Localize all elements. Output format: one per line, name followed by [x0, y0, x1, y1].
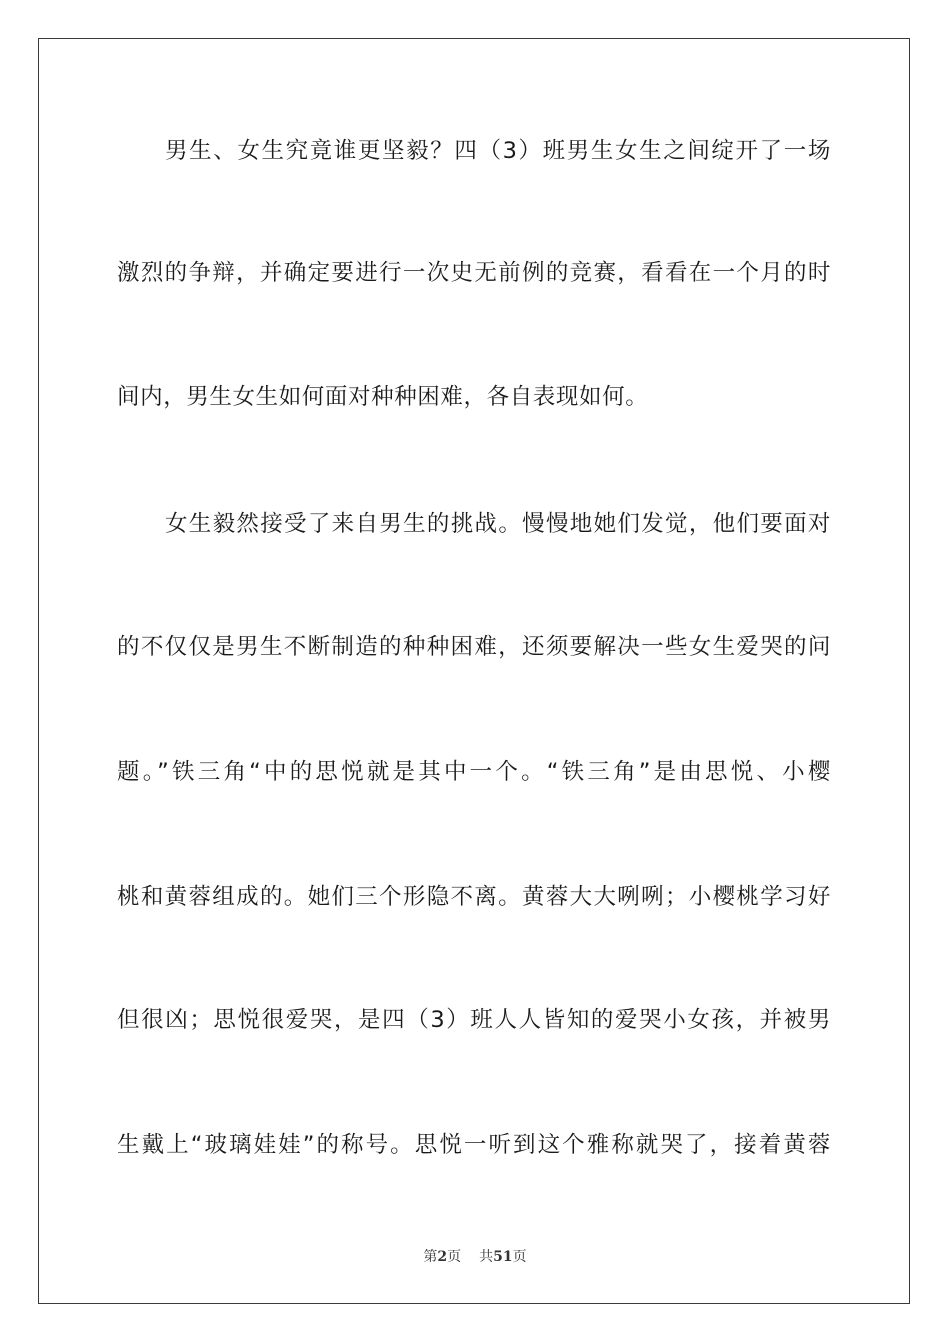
body-text-line: 男生、女生究竟谁更坚毅？四（3）班男生女生之间绽开了一场 [165, 138, 831, 164]
page-border [38, 38, 910, 1304]
body-text-line: 桃和黄蓉组成的。她们三个形隐不离。黄蓉大大咧咧；小樱桃学习好 [117, 884, 831, 910]
body-text-line: 生戴上“玻璃娃娃”的称号。思悦一听到这个雅称就哭了，接着黄蓉 [117, 1132, 831, 1158]
page-number: 2 [437, 1249, 448, 1265]
page-footer [0, 1246, 950, 1266]
body-text-line: 激烈的争辩，并确定要进行一次史无前例的竞赛，看看在一个月的时 [117, 260, 831, 286]
body-text-line: 但很凶；思悦很爱哭，是四（3）班人人皆知的爱哭小女孩，并被男 [117, 1007, 831, 1033]
body-text-line: 女生毅然接受了来自男生的挑战。慢慢地她们发觉，他们要面对 [165, 511, 831, 537]
page-prefix: 第 [423, 1249, 438, 1265]
page-suffix: 页 [447, 1249, 462, 1265]
body-text-line: 题。”铁三角“中的思悦就是其中一个。“铁三角”是由思悦、小樱 [117, 759, 831, 785]
body-text-line: 间内，男生女生如何面对种种困难，各自表现如何。 [117, 384, 649, 410]
total-prefix: 共 [479, 1249, 494, 1265]
body-text-line: 的不仅仅是男生不断制造的种种困难，还须要解决一些女生爱哭的问 [117, 634, 831, 660]
total-suffix: 页 [512, 1249, 527, 1265]
total-pages: 51 [493, 1249, 513, 1265]
